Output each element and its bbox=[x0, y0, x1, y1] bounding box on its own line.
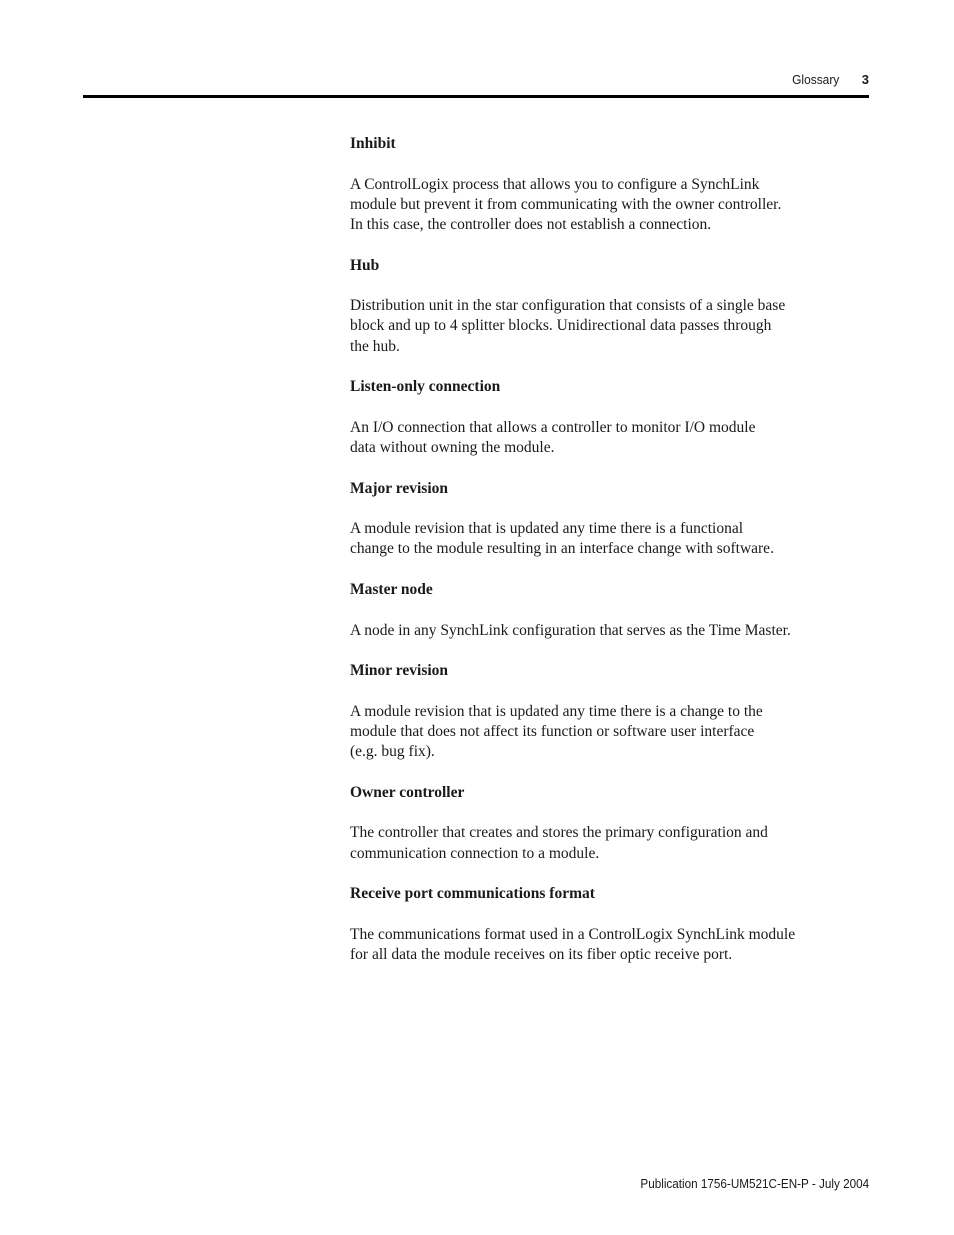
page-number: 3 bbox=[861, 72, 869, 87]
page-footer bbox=[0, 1176, 869, 1191]
definition-line: block and up to 4 splitter blocks. Unidirectional data passes through bbox=[350, 317, 772, 335]
glossary-definition bbox=[350, 702, 840, 763]
definition-line: change to the module resulting in an interface change with software. bbox=[350, 540, 774, 558]
header-rule bbox=[83, 95, 869, 98]
glossary-definition bbox=[350, 621, 840, 641]
glossary-content bbox=[350, 134, 840, 986]
definition-line: module that does not affect its function or software user interface bbox=[350, 722, 755, 740]
definition-line: the hub. bbox=[350, 337, 400, 355]
publication-info: Publication 1756-UM521C-EN-P - July 2004 bbox=[640, 1176, 869, 1191]
definition-line: Distribution unit in the star configuration that consists of a single base bbox=[350, 297, 786, 315]
definition-line: A module revision that is updated any time there is a functional bbox=[350, 520, 744, 538]
glossary-definition bbox=[350, 823, 840, 863]
definition-line: An I/O connection that allows a controller to monitor I/O module bbox=[350, 418, 756, 436]
glossary-definition bbox=[350, 296, 840, 357]
definition-line: (e.g. bug fix). bbox=[350, 743, 435, 761]
glossary-term: Owner controller bbox=[350, 783, 465, 801]
definition-line: A node in any SynchLink configuration that serves as the Time Master. bbox=[350, 621, 791, 639]
glossary-term: Hub bbox=[350, 256, 380, 274]
definition-line: A ControlLogix process that allows you to configure a SynchLink bbox=[350, 175, 760, 193]
definition-line: for all data the module receives on its fiber optic receive port. bbox=[350, 945, 733, 963]
definition-line: A module revision that is updated any time there is a change to the bbox=[350, 702, 763, 720]
definition-line: module but prevent it from communicating with the owner controller. bbox=[350, 195, 782, 213]
definition-line: The communications format used in a ControlLogix SynchLink module bbox=[350, 925, 796, 943]
glossary-definition bbox=[350, 418, 840, 458]
glossary-term: Listen-only connection bbox=[350, 378, 501, 396]
definition-line: data without owning the module. bbox=[350, 438, 555, 456]
definition-line: The controller that creates and stores the primary configuration and bbox=[350, 824, 768, 842]
glossary-term: Inhibit bbox=[350, 135, 396, 152]
glossary-definition bbox=[350, 925, 840, 965]
glossary-term: Minor revision bbox=[350, 662, 449, 680]
page-header bbox=[0, 72, 869, 92]
glossary-term: Major revision bbox=[350, 479, 449, 497]
glossary-definition bbox=[350, 519, 840, 559]
glossary-term: Receive port communications format bbox=[350, 885, 595, 903]
glossary-definition bbox=[350, 175, 840, 236]
definition-line: In this case, the controller does not establish a connection. bbox=[350, 216, 712, 233]
section-title: Glossary bbox=[792, 72, 840, 87]
glossary-term: Master node bbox=[350, 580, 433, 598]
definition-line: communication connection to a module. bbox=[350, 844, 600, 862]
